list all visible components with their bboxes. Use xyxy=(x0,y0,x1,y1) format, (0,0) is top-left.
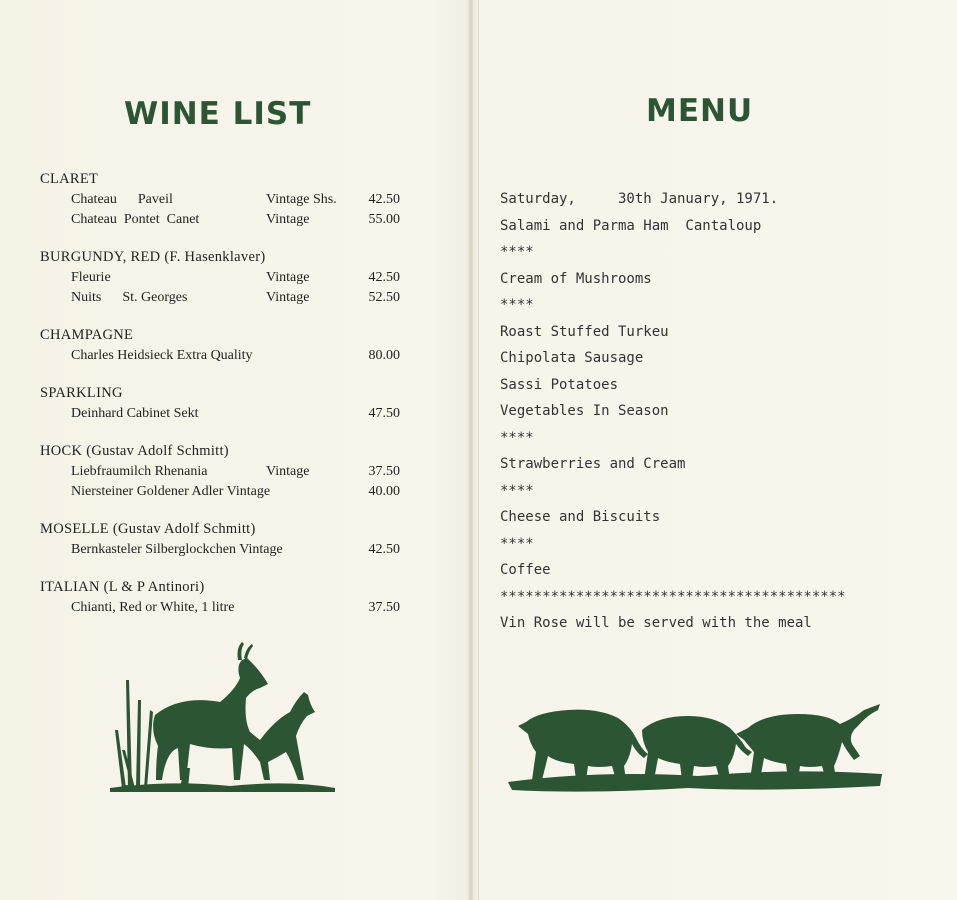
fold-line xyxy=(478,0,479,900)
wine-price: 80.00 xyxy=(368,348,400,363)
wine-item xyxy=(40,288,420,308)
wine-name: Chianti, Red or White, 1 litre xyxy=(71,600,235,615)
wine-name: Chateau Paveil xyxy=(71,192,173,207)
menu-item: Cheese and Biscuits xyxy=(500,509,661,525)
menu-title: MENU xyxy=(646,93,754,129)
course-separator: **** xyxy=(500,482,534,499)
wine-price: 37.50 xyxy=(368,464,400,479)
course-separator: **** xyxy=(500,244,534,260)
wine-list xyxy=(40,168,420,618)
wine-item xyxy=(40,210,420,230)
wine-vintage: Vintage Shs. xyxy=(266,192,337,207)
wine-name: Fleurie xyxy=(71,270,111,285)
wine-item xyxy=(40,598,420,618)
wine-item xyxy=(40,540,420,560)
menu-item: Roast Stuffed Turkeu xyxy=(500,323,669,340)
wine-name: Bernkasteler Silberglockchen Vintage xyxy=(71,542,283,557)
wine-name: Chateau Pontet Canet xyxy=(71,212,200,227)
wine-name: Liebfraumilch Rhenania xyxy=(71,464,208,479)
course-separator: **** xyxy=(500,429,534,446)
wine-section-heading: HOCK (Gustav Adolf Schmitt) xyxy=(40,443,229,459)
wine-item xyxy=(40,268,420,288)
menu-item: Strawberries and Cream xyxy=(500,456,686,472)
wine-item xyxy=(40,190,420,210)
menu-date: Saturday, 30th January, 1971. xyxy=(500,191,779,207)
wine-name: Nuits St. Georges xyxy=(71,290,188,305)
wine-vintage: Vintage xyxy=(266,290,310,305)
wine-section xyxy=(40,324,420,366)
spacer xyxy=(40,230,420,246)
wine-section xyxy=(40,440,420,502)
wine-item xyxy=(40,462,420,482)
wine-price: 55.00 xyxy=(368,212,400,227)
wine-list-title: WINE LIST xyxy=(124,96,312,132)
spacer xyxy=(40,366,420,382)
spacer xyxy=(40,424,420,440)
wine-section-heading: CLARET xyxy=(40,171,99,187)
wine-section-heading: ITALIAN (L & P Antinori) xyxy=(40,579,205,595)
wine-section xyxy=(40,518,420,560)
wine-section xyxy=(40,246,420,308)
wine-name: Niersteiner Goldener Adler Vintage xyxy=(71,484,271,499)
wine-price: 42.50 xyxy=(368,542,400,557)
wine-section-heading: MOSELLE (Gustav Adolf Schmitt) xyxy=(40,521,256,537)
menu-item: Salami and Parma Ham Cantaloup xyxy=(500,217,762,234)
wine-price: 47.50 xyxy=(368,406,400,421)
wine-vintage: Vintage xyxy=(266,212,310,227)
menu-list xyxy=(500,186,920,637)
wine-price: 40.00 xyxy=(368,484,400,499)
wine-item xyxy=(40,404,420,424)
wine-price: 52.50 xyxy=(368,290,400,305)
menu-item: Coffee xyxy=(500,562,551,578)
wine-section xyxy=(40,168,420,230)
wine-vintage: Vintage xyxy=(266,464,310,479)
spacer xyxy=(40,502,420,518)
center-fold xyxy=(468,0,474,900)
wine-vintage: Vintage xyxy=(266,270,310,285)
course-separator: **** xyxy=(500,297,534,313)
wine-name: Deinhard Cabinet Sekt xyxy=(71,406,199,421)
menu-item: Chipolata Sausage xyxy=(500,350,644,366)
menu-items xyxy=(500,213,920,637)
spacer xyxy=(40,560,420,576)
antelope-illustration xyxy=(110,640,340,795)
wine-section-heading: CHAMPAGNE xyxy=(40,327,134,343)
wine-section xyxy=(40,382,420,424)
wine-price: 37.50 xyxy=(368,600,400,615)
wine-item xyxy=(40,482,420,502)
wine-item xyxy=(40,346,420,366)
course-separator: **** xyxy=(500,535,534,552)
menu-item: Vegetables In Season xyxy=(500,403,669,419)
wine-section xyxy=(40,576,420,618)
wine-price: 42.50 xyxy=(368,270,400,285)
wine-section-heading: BURGUNDY, RED (F. Hasenklaver) xyxy=(40,249,266,265)
menu-item: Cream of Mushrooms xyxy=(500,270,652,287)
elephants-illustration xyxy=(508,700,886,795)
wine-section-heading: SPARKLING xyxy=(40,385,123,401)
spacer xyxy=(40,308,420,324)
wine-name: Charles Heidsieck Extra Quality xyxy=(71,348,253,363)
wine-price: 42.50 xyxy=(368,192,400,207)
course-separator: ***************************************** xyxy=(500,588,846,605)
menu-item: Sassi Potatoes xyxy=(500,376,619,393)
menu-item: Vin Rose will be served with the meal xyxy=(500,615,812,631)
